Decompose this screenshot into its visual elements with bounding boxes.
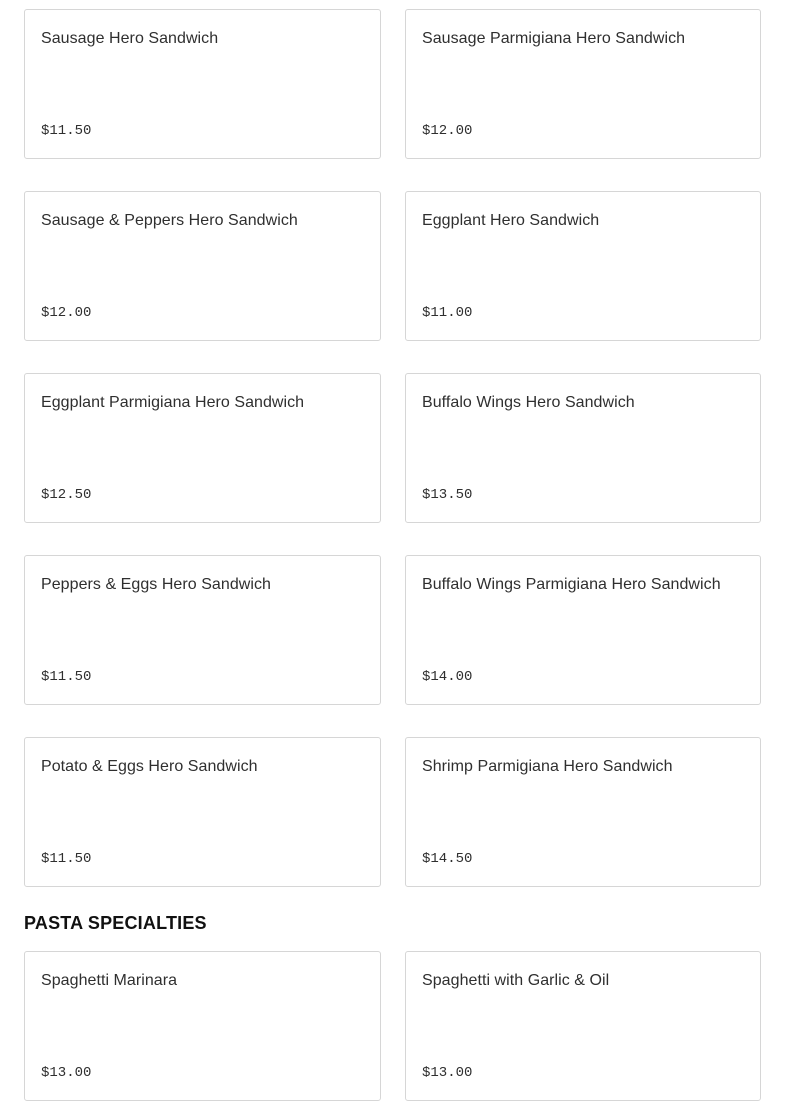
menu-item-card[interactable] <box>24 9 381 159</box>
menu-item-price: $14.50 <box>422 851 473 867</box>
menu-item-name: Peppers & Eggs Hero Sandwich <box>41 576 271 593</box>
menu-item-name: Spaghetti with Garlic & Oil <box>422 972 610 989</box>
menu-item-price: $12.00 <box>422 123 473 139</box>
menu-item-name: Sausage & Peppers Hero Sandwich <box>41 212 298 229</box>
menu-item-card[interactable] <box>24 191 381 341</box>
menu-item-card[interactable] <box>24 951 381 1101</box>
menu-item-price: $11.50 <box>41 123 92 139</box>
menu-item-name: Potato & Eggs Hero Sandwich <box>41 758 258 775</box>
menu-item-card[interactable] <box>24 373 381 523</box>
menu-item-price: $13.50 <box>422 487 473 503</box>
menu-item-price: $14.00 <box>422 669 473 685</box>
menu-item-card[interactable] <box>24 737 381 887</box>
menu-item-name: Sausage Hero Sandwich <box>41 30 219 47</box>
menu-item-price: $13.00 <box>41 1065 92 1081</box>
menu-item-name: Spaghetti Marinara <box>41 972 178 989</box>
menu-item-name: Sausage Parmigiana Hero Sandwich <box>422 30 686 47</box>
menu-item-price: $12.00 <box>41 305 92 321</box>
hero-sandwich-menu-grid <box>24 9 761 887</box>
section-title-pasta-specialties: PASTA SPECIALTIES <box>24 913 207 933</box>
menu-item-card[interactable] <box>24 555 381 705</box>
menu-item-card[interactable] <box>405 951 761 1101</box>
menu-item-card[interactable] <box>405 191 761 341</box>
menu-item-price: $13.00 <box>422 1065 473 1081</box>
menu-item-price: $11.50 <box>41 669 92 685</box>
menu-item-card[interactable] <box>405 555 761 705</box>
menu-item-name: Eggplant Hero Sandwich <box>422 212 600 229</box>
menu-item-card[interactable] <box>405 9 761 159</box>
menu-item-price: $11.50 <box>41 851 92 867</box>
menu-item-card[interactable] <box>405 373 761 523</box>
menu-item-name: Buffalo Wings Hero Sandwich <box>422 394 635 411</box>
menu-item-name: Eggplant Parmigiana Hero Sandwich <box>41 394 305 411</box>
menu-item-price: $11.00 <box>422 305 473 321</box>
pasta-specialties-menu-grid <box>24 951 761 1101</box>
menu-item-price: $12.50 <box>41 487 92 503</box>
menu-item-name: Buffalo Wings Parmigiana Hero Sandwich <box>422 576 721 593</box>
menu-item-name: Shrimp Parmigiana Hero Sandwich <box>422 758 673 775</box>
menu-item-card[interactable] <box>405 737 761 887</box>
